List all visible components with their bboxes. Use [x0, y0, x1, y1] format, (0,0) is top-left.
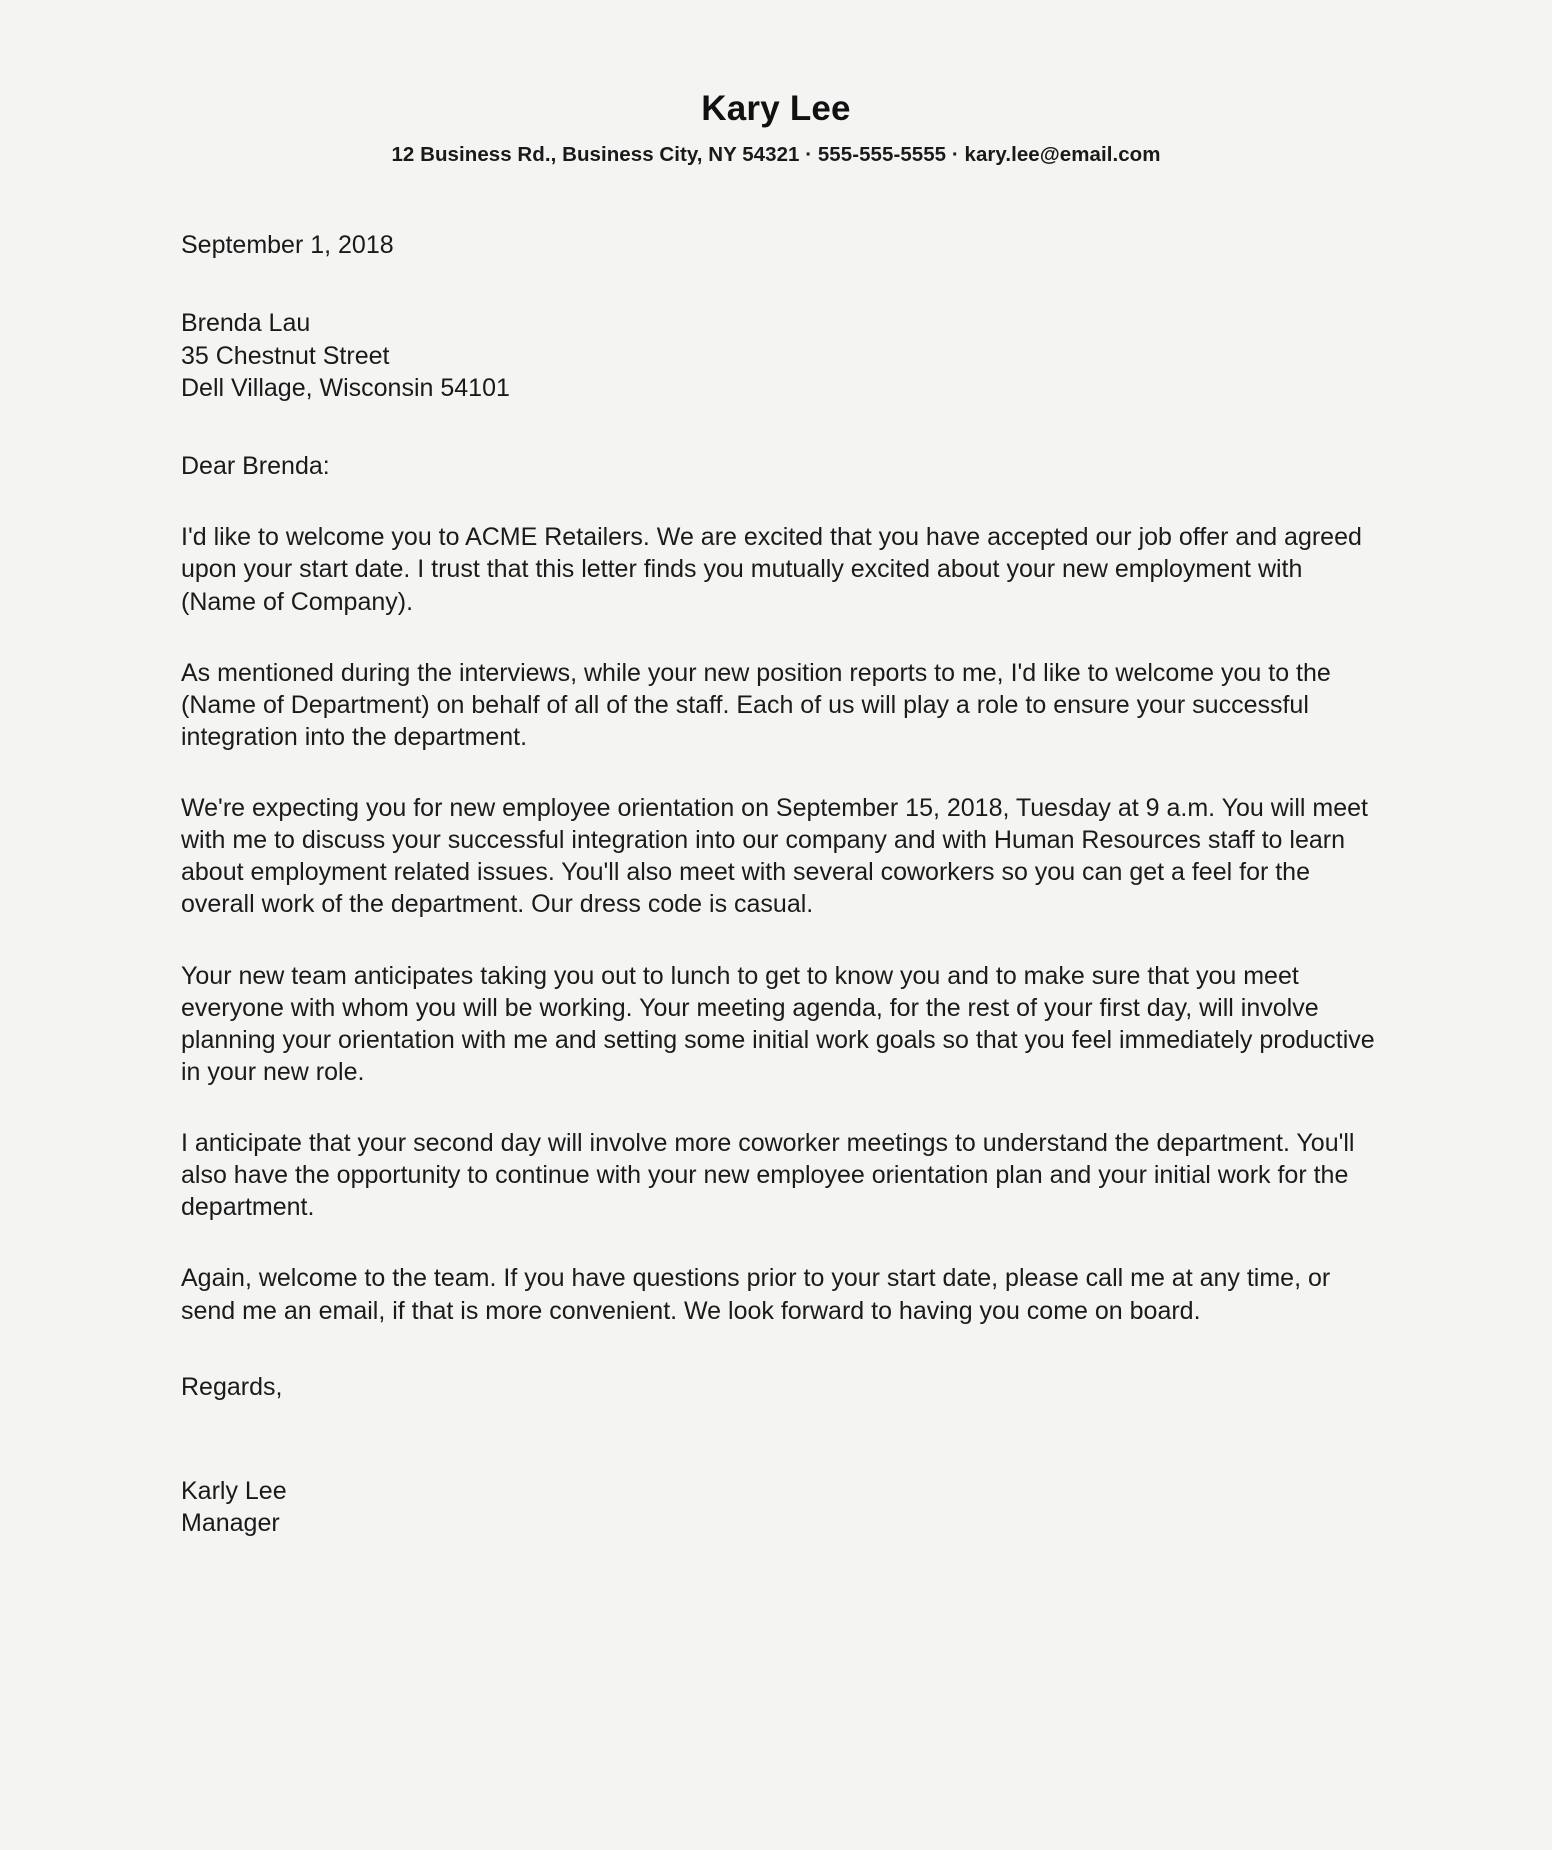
recipient-address-block — [181, 307, 1381, 404]
letter-body — [171, 229, 1381, 1539]
closing-line: Regards, — [181, 1372, 283, 1401]
letter-date: September 1, 2018 — [181, 231, 394, 259]
recipient-city-state-zip: Dell Village, Wisconsin 54101 — [181, 373, 510, 402]
sender-contact-line: 12 Business Rd., Business City, NY 54321 · 555-555-5555 · kary.lee@email.com — [391, 143, 1161, 166]
recipient-street: 35 Chestnut Street — [181, 341, 390, 370]
signature-block — [181, 1475, 1381, 1540]
signature-title: Manager — [181, 1509, 280, 1538]
body-paragraph-4: Your new team anticipates taking you out to lunch to get to know you and to make sure that you meet everyone with whom you will be working. Your meeting agenda, for the rest of your first day, will involve planning your orientation with me and setting some initial work goals so that you feel immediately productive in your new role. — [181, 961, 1375, 1086]
letterhead — [0, 0, 1552, 167]
body-paragraph-6: Again, welcome to the team. If you have questions prior to your start date, please call me at any time, or send me an email, if that is more convenient. We look forward to having you come on board. — [181, 1264, 1331, 1325]
body-paragraph-2: As mentioned during the interviews, while your new position reports to me, I'd like to welcome you to the (Name of Department) on behalf of all of the staff. Each of us will play a role to ensure your successful integration into the department. — [181, 658, 1331, 751]
recipient-name: Brenda Lau — [181, 309, 311, 338]
body-paragraph-1: I'd like to welcome you to ACME Retailers. We are excited that you have accepted our job offer and agreed upon your start date. I trust that this letter finds you mutually excited about your new employment with (Name of Company). — [181, 523, 1362, 616]
body-paragraph-3: We're expecting you for new employee orientation on September 15, 2018, Tuesday at 9 a.m. You will meet with me to discuss your successful integration into our company and with Human Resources staff to learn about employment related issues. You'll also meet with several coworkers so you can get a feel for the overall work of the department. Our dress code is casual. — [181, 794, 1368, 919]
sender-name: Kary Lee — [701, 89, 851, 128]
salutation: Dear Brenda: — [181, 452, 330, 480]
signature-name: Karly Lee — [181, 1476, 287, 1505]
body-paragraph-5: I anticipate that your second day will involve more coworker meetings to understand the department. You'll also have the opportunity to continue with your new employee orientation plan and your initial work for the department. — [181, 1129, 1355, 1222]
